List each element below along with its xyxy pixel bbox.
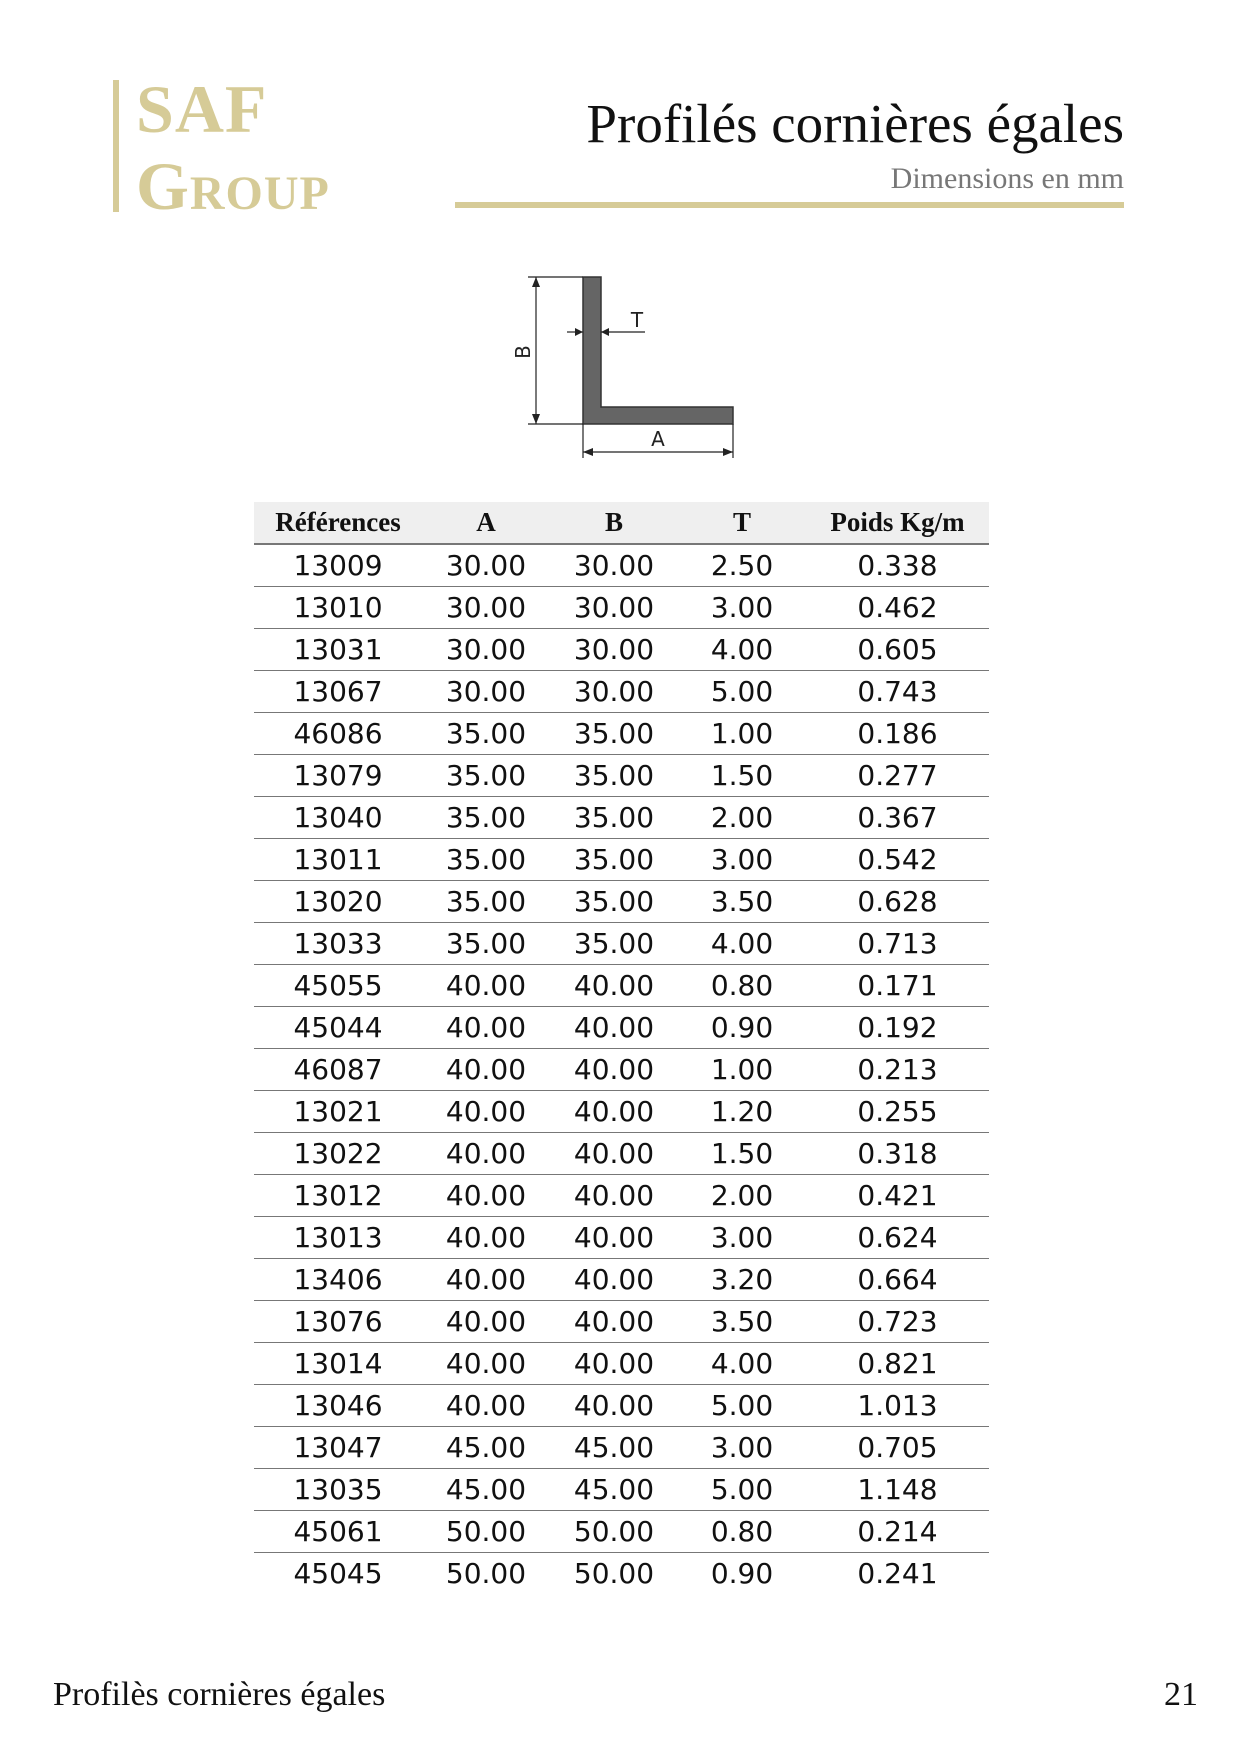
b-cell: 40.00 bbox=[550, 1301, 678, 1343]
b-cell: 35.00 bbox=[550, 839, 678, 881]
b-cell: 45.00 bbox=[550, 1469, 678, 1511]
a-cell: 50.00 bbox=[445, 1557, 527, 1590]
table-row bbox=[254, 797, 989, 839]
b-cell: 45.00 bbox=[550, 1427, 678, 1469]
a-cell: 35.00 bbox=[422, 713, 550, 755]
b-cell: 40.00 bbox=[550, 1343, 678, 1385]
weight-cell: 0.338 bbox=[806, 544, 989, 587]
a-cell: 35.00 bbox=[422, 881, 550, 923]
a-cell: 35.00 bbox=[422, 839, 550, 881]
weight-cell: 0.542 bbox=[806, 839, 989, 881]
page-number: 21 bbox=[1164, 1676, 1198, 1713]
b-cell: 30.00 bbox=[550, 544, 678, 587]
logo-accent-bar bbox=[113, 80, 119, 212]
table-row bbox=[254, 1469, 989, 1511]
weight-cell: 0.214 bbox=[806, 1511, 989, 1553]
a-cell: 40.00 bbox=[422, 1091, 550, 1133]
weight-cell: 0.192 bbox=[806, 1007, 989, 1049]
a-cell: 35.00 bbox=[422, 755, 550, 797]
reference-cell: 13009 bbox=[254, 544, 422, 587]
a-cell: 45.00 bbox=[422, 1469, 550, 1511]
weight-cell: 0.624 bbox=[806, 1217, 989, 1259]
table-row bbox=[254, 1217, 989, 1259]
t-cell: 4.00 bbox=[678, 629, 806, 671]
reference-cell: 13040 bbox=[254, 797, 422, 839]
table-row bbox=[254, 713, 989, 755]
b-cell: 40.00 bbox=[550, 1049, 678, 1091]
column-header-a: A bbox=[422, 502, 550, 544]
t-cell: 1.50 bbox=[678, 1133, 806, 1175]
logo-text-line1: SAF bbox=[136, 71, 268, 147]
a-cell: 40.00 bbox=[422, 1049, 550, 1091]
t-cell: 3.50 bbox=[678, 1301, 806, 1343]
reference-cell: 45061 bbox=[254, 1511, 422, 1553]
table-row bbox=[254, 755, 989, 797]
b-cell: 35.00 bbox=[550, 755, 678, 797]
column-header-b: B bbox=[550, 502, 678, 544]
b-cell: 35.00 bbox=[550, 713, 678, 755]
table-row bbox=[254, 1301, 989, 1343]
weight-cell: 0.277 bbox=[806, 755, 989, 797]
a-cell: 40.00 bbox=[422, 1217, 550, 1259]
reference-cell: 13014 bbox=[254, 1343, 422, 1385]
reference-cell: 13021 bbox=[254, 1091, 422, 1133]
reference-cell: 46086 bbox=[254, 713, 422, 755]
weight-cell: 0.318 bbox=[806, 1133, 989, 1175]
weight-cell: 0.705 bbox=[806, 1427, 989, 1469]
angle-profile-shape bbox=[583, 277, 733, 424]
reference-cell: 13033 bbox=[254, 923, 422, 965]
column-header-weight: Poids Kg/m bbox=[806, 502, 989, 544]
reference-cell: 13046 bbox=[254, 1385, 422, 1427]
a-cell: 40.00 bbox=[422, 1007, 550, 1049]
weight-cell: 0.821 bbox=[806, 1343, 989, 1385]
reference-cell: 13067 bbox=[254, 671, 422, 713]
table-row bbox=[254, 1343, 989, 1385]
b-cell: 35.00 bbox=[550, 797, 678, 839]
b-cell: 40.00 bbox=[550, 1217, 678, 1259]
a-cell: 40.00 bbox=[422, 1175, 550, 1217]
reference-cell: 46087 bbox=[254, 1049, 422, 1091]
a-cell: 40.00 bbox=[422, 1259, 550, 1301]
weight-cell: 0.664 bbox=[806, 1259, 989, 1301]
a-cell: 35.00 bbox=[422, 923, 550, 965]
table-row bbox=[254, 923, 989, 965]
table-row bbox=[254, 965, 989, 1007]
t-cell: 3.50 bbox=[678, 881, 806, 923]
table-row bbox=[254, 1511, 989, 1553]
reference-cell: 13013 bbox=[254, 1217, 422, 1259]
a-cell: 40.00 bbox=[422, 1385, 550, 1427]
weight-cell: 0.605 bbox=[806, 629, 989, 671]
page-title: Profilés cornières égales bbox=[586, 93, 1124, 154]
weight-cell: 0.241 bbox=[857, 1557, 938, 1590]
b-cell: 30.00 bbox=[550, 587, 678, 629]
table-row bbox=[254, 1133, 989, 1175]
a-cell: 30.00 bbox=[422, 544, 550, 587]
table-row bbox=[254, 1007, 989, 1049]
b-cell: 50.00 bbox=[573, 1557, 655, 1590]
a-cell: 30.00 bbox=[422, 629, 550, 671]
angle-profile-diagram bbox=[495, 262, 755, 474]
weight-cell: 0.171 bbox=[806, 965, 989, 1007]
dimensions-table bbox=[254, 502, 989, 1594]
reference-cell: 45045 bbox=[293, 1557, 383, 1590]
t-cell: 0.90 bbox=[678, 1007, 806, 1049]
b-cell: 35.00 bbox=[550, 881, 678, 923]
t-cell: 2.00 bbox=[678, 1175, 806, 1217]
t-cell: 2.00 bbox=[678, 797, 806, 839]
reference-cell: 13076 bbox=[254, 1301, 422, 1343]
t-cell: 4.00 bbox=[678, 923, 806, 965]
reference-cell: 13022 bbox=[254, 1133, 422, 1175]
weight-cell: 0.421 bbox=[806, 1175, 989, 1217]
t-cell: 1.00 bbox=[678, 1049, 806, 1091]
reference-cell: 13031 bbox=[254, 629, 422, 671]
table-row bbox=[254, 881, 989, 923]
a-cell: 40.00 bbox=[422, 1343, 550, 1385]
t-cell: 5.00 bbox=[678, 671, 806, 713]
table-row bbox=[254, 1259, 989, 1301]
a-cell: 40.00 bbox=[422, 1301, 550, 1343]
reference-cell: 45044 bbox=[254, 1007, 422, 1049]
logo-text-line2: Group bbox=[136, 148, 330, 224]
t-cell: 3.00 bbox=[678, 587, 806, 629]
b-cell: 40.00 bbox=[550, 1259, 678, 1301]
t-cell: 0.80 bbox=[678, 1511, 806, 1553]
b-cell: 30.00 bbox=[550, 629, 678, 671]
t-cell: 1.50 bbox=[678, 755, 806, 797]
weight-cell: 0.255 bbox=[806, 1091, 989, 1133]
t-cell: 1.20 bbox=[678, 1091, 806, 1133]
b-cell: 40.00 bbox=[550, 1091, 678, 1133]
table-row bbox=[254, 1553, 989, 1595]
reference-cell: 13035 bbox=[254, 1469, 422, 1511]
weight-cell: 0.213 bbox=[806, 1049, 989, 1091]
reference-cell: 13020 bbox=[254, 881, 422, 923]
t-cell: 3.00 bbox=[678, 1427, 806, 1469]
table-row bbox=[254, 1427, 989, 1469]
reference-cell: 13079 bbox=[254, 755, 422, 797]
a-cell: 40.00 bbox=[422, 965, 550, 1007]
table-row bbox=[254, 1091, 989, 1133]
dimension-b-label: B bbox=[511, 345, 535, 359]
table-row bbox=[254, 1175, 989, 1217]
table-header-row bbox=[254, 502, 989, 544]
t-cell: 3.20 bbox=[678, 1259, 806, 1301]
weight-cell: 1.148 bbox=[806, 1469, 989, 1511]
dimension-a-label: A bbox=[651, 427, 665, 451]
t-cell: 0.90 bbox=[710, 1557, 774, 1590]
a-cell: 45.00 bbox=[422, 1427, 550, 1469]
t-cell: 3.00 bbox=[678, 1217, 806, 1259]
a-cell: 30.00 bbox=[422, 671, 550, 713]
t-cell: 4.00 bbox=[678, 1343, 806, 1385]
t-cell: 3.00 bbox=[678, 839, 806, 881]
table-row bbox=[254, 671, 989, 713]
b-cell: 50.00 bbox=[550, 1511, 678, 1553]
page-subtitle: Dimensions en mm bbox=[890, 162, 1124, 195]
b-cell: 40.00 bbox=[550, 1175, 678, 1217]
b-cell: 40.00 bbox=[550, 965, 678, 1007]
weight-cell: 0.628 bbox=[806, 881, 989, 923]
a-cell: 50.00 bbox=[422, 1511, 550, 1553]
table-row bbox=[254, 1049, 989, 1091]
table-row bbox=[254, 544, 989, 587]
t-cell: 2.50 bbox=[678, 544, 806, 587]
table-body bbox=[254, 544, 989, 1594]
weight-cell: 0.713 bbox=[806, 923, 989, 965]
header-divider bbox=[455, 202, 1124, 208]
t-cell: 0.80 bbox=[678, 965, 806, 1007]
weight-cell: 1.013 bbox=[806, 1385, 989, 1427]
reference-cell: 13047 bbox=[254, 1427, 422, 1469]
b-cell: 40.00 bbox=[550, 1133, 678, 1175]
b-cell: 30.00 bbox=[550, 671, 678, 713]
t-cell: 1.00 bbox=[678, 713, 806, 755]
column-header-t: T bbox=[678, 502, 806, 544]
table-row bbox=[254, 629, 989, 671]
t-cell: 5.00 bbox=[678, 1469, 806, 1511]
reference-cell: 13010 bbox=[254, 587, 422, 629]
reference-cell: 13011 bbox=[254, 839, 422, 881]
table-row bbox=[254, 839, 989, 881]
weight-cell: 0.186 bbox=[806, 713, 989, 755]
footer-title: Profilès cornières égales bbox=[53, 1676, 386, 1713]
a-cell: 40.00 bbox=[422, 1133, 550, 1175]
reference-cell: 45055 bbox=[254, 965, 422, 1007]
a-cell: 35.00 bbox=[422, 797, 550, 839]
reference-cell: 13406 bbox=[254, 1259, 422, 1301]
t-cell: 5.00 bbox=[678, 1385, 806, 1427]
dimension-t-label: T bbox=[630, 308, 644, 332]
b-cell: 40.00 bbox=[550, 1385, 678, 1427]
column-header-reference: Références bbox=[254, 502, 422, 544]
b-cell: 40.00 bbox=[550, 1007, 678, 1049]
b-cell: 35.00 bbox=[550, 923, 678, 965]
a-cell: 30.00 bbox=[422, 587, 550, 629]
weight-cell: 0.367 bbox=[806, 797, 989, 839]
weight-cell: 0.743 bbox=[806, 671, 989, 713]
reference-cell: 13012 bbox=[254, 1175, 422, 1217]
weight-cell: 0.723 bbox=[806, 1301, 989, 1343]
table-row bbox=[254, 587, 989, 629]
weight-cell: 0.462 bbox=[806, 587, 989, 629]
table-row bbox=[254, 1385, 989, 1427]
